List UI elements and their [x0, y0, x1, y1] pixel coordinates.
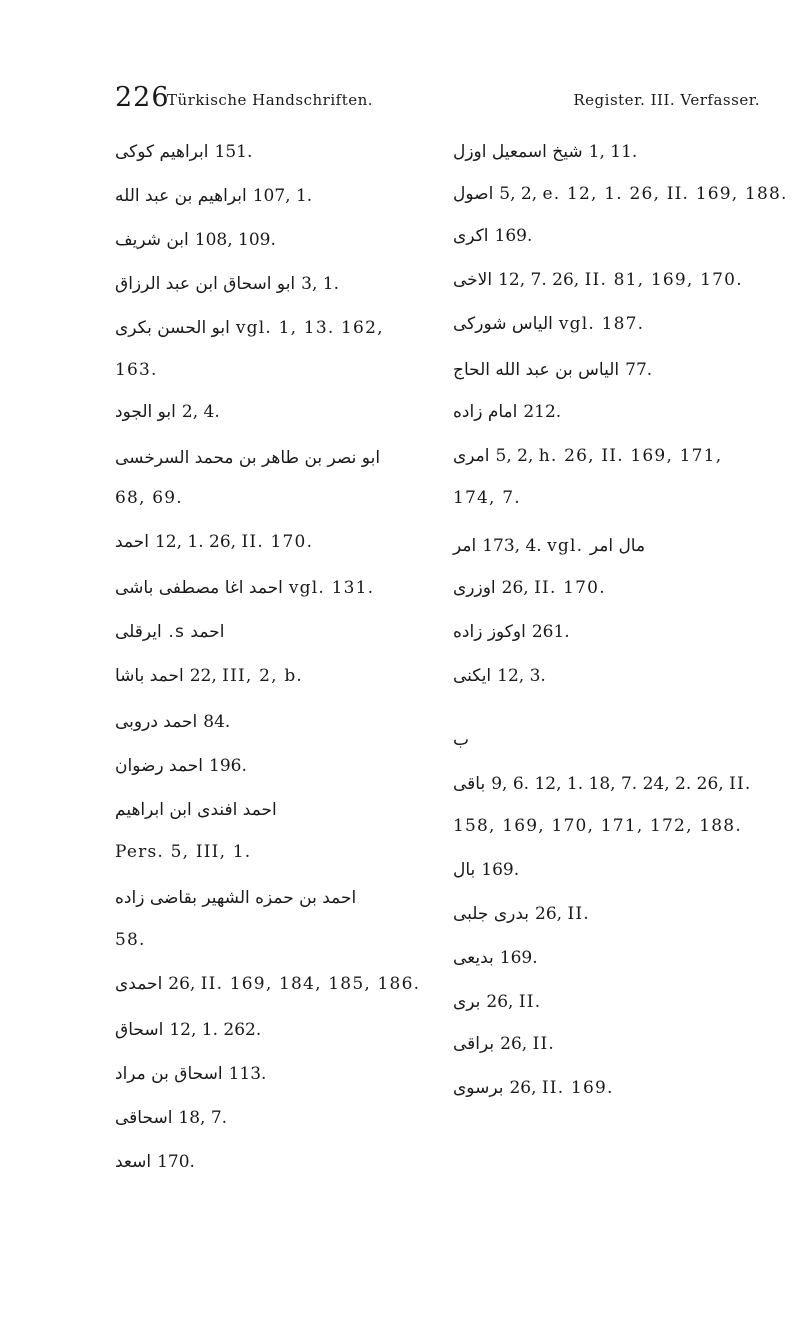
entry-name-arabic: ابراهيم كوكى: [115, 142, 209, 162]
index-entry: [115, 920, 435, 960]
entry-references: 3, 1.: [301, 274, 340, 294]
index-entry: [115, 392, 435, 432]
entry-references: 212.: [523, 402, 562, 422]
running-head-right: Register. III. Verfasser.: [573, 91, 760, 109]
index-entry: [115, 1098, 435, 1138]
entry-name-arabic: اسحاقى: [115, 1108, 173, 1128]
entry-references: 158, 169, 170, 171, 172, 188.: [453, 816, 742, 836]
entry-name-arabic: باقى: [453, 774, 486, 794]
entry-references: 151.: [214, 142, 253, 162]
entry-name-arabic: احمد باشا: [115, 666, 184, 686]
entry-name-arabic: اوزرى: [453, 578, 496, 598]
entry-references: 26, II.: [500, 1034, 556, 1054]
entry-name-arabic: احمدى: [115, 974, 163, 994]
index-entry: [453, 1024, 763, 1064]
entry-name-arabic: احمد دروبى: [115, 712, 198, 732]
entry-name-arabic: اسحاق بن مراد: [115, 1064, 223, 1084]
index-entry: [115, 746, 435, 786]
entry-name-arabic: ايكنى: [453, 666, 492, 686]
entry-name-arabic: ابو اسحاق ابن عبد الرزاق: [115, 274, 296, 294]
index-entry: [115, 478, 435, 518]
page-number: 226: [115, 82, 170, 113]
entry-references: 12, 7. 26, II. 81, 169, 170.: [498, 270, 743, 290]
entry-name-arabic: امام زاده: [453, 402, 518, 422]
entry-name-arabic: اوكوز زاده: [453, 622, 526, 642]
index-entry: [453, 436, 763, 476]
index-entry: [115, 612, 435, 652]
entry-name-arabic: احمد رضوان: [115, 756, 204, 776]
entry-name-arabic: برى: [453, 992, 481, 1012]
entry-references: 174, 7.: [453, 488, 521, 508]
index-entry: [115, 522, 435, 562]
entry-references: 58.: [115, 930, 146, 950]
entry-references: 261.: [531, 622, 570, 642]
entry-references: 77.: [625, 360, 653, 380]
index-entry: [115, 1010, 435, 1050]
index-entry: [453, 1068, 763, 1108]
entry-name-arabic: براقى: [453, 1034, 495, 1054]
entry-name-arabic: امرى: [453, 446, 490, 466]
index-entry: [115, 702, 435, 742]
entry-name-arabic: الياس شوركى: [453, 314, 553, 334]
entry-references: 12, 1. 26, II. 170.: [154, 532, 314, 552]
entry-name-arabic: اسحاق: [115, 1020, 164, 1040]
index-entry: [115, 964, 435, 1004]
entry-name-arabic: ابن شريف: [115, 230, 189, 250]
entry-name-arabic: ابو الجود: [115, 402, 176, 422]
entry-references: 170.: [157, 1152, 195, 1172]
index-entry: [453, 526, 763, 566]
entry-name-arabic: احمد: [115, 532, 149, 552]
entry-references: 1, 11.: [588, 142, 638, 162]
entry-references: 196.: [209, 756, 247, 776]
index-entry: [115, 1142, 435, 1182]
entry-references: 12, 3.: [497, 666, 546, 686]
index-entry: [115, 132, 435, 172]
index-entry: [115, 832, 435, 872]
running-head-left: Türkische Handschriften.: [167, 91, 374, 109]
entry-name-arabic: اسعد: [115, 1152, 152, 1172]
entry-name-arabic: برسوى: [453, 1078, 504, 1098]
entry-references: 169.: [481, 860, 520, 880]
index-entry: [115, 308, 435, 348]
index-entry: [115, 1054, 435, 1094]
entry-references: vgl. 187.: [558, 314, 645, 334]
entry-references: 113.: [228, 1064, 267, 1084]
index-entry: [115, 176, 435, 216]
index-entry: [115, 656, 435, 696]
entry-references: 12, 1. 262.: [169, 1020, 262, 1040]
index-entry: [453, 806, 763, 846]
entry-references: 2, 4.: [181, 402, 220, 422]
entry-references: 68, 69.: [115, 488, 183, 508]
index-entry: [453, 764, 763, 804]
index-entry: [453, 850, 763, 890]
index-entry: [453, 260, 763, 300]
entry-references: 108, 109.: [194, 230, 276, 250]
index-entry: [453, 132, 763, 172]
entry-references: 26, II. 169.: [509, 1078, 614, 1098]
index-entry: [115, 878, 435, 918]
entry-references: 169.: [499, 948, 538, 968]
entry-references: 107, 1.: [252, 186, 313, 206]
entry-name-arabic: احمد بن حمزه الشهير بقاضى زاده: [115, 888, 357, 908]
entry-name-arabic: الياس بن عبد الله الحاج: [453, 360, 620, 380]
entry-references: 26, II. 170.: [501, 578, 606, 598]
entry-name-arabic: احمد اغا مصطفى باشى: [115, 578, 283, 598]
entry-references: vgl. 131.: [288, 578, 375, 598]
entry-name-arabic: شيخ اسمعيل اوزل: [453, 142, 583, 162]
index-entry: [453, 304, 763, 344]
entry-references: 18, 7.: [178, 1108, 228, 1128]
index-entry: [453, 612, 763, 652]
entry-name-arabic: ابو الحسن بكرى: [115, 318, 230, 338]
entry-references: vgl. 1, 13. 162,: [235, 318, 384, 338]
index-entry: [115, 350, 435, 390]
entry-references: 26, II.: [486, 992, 542, 1012]
index-entry: [453, 894, 763, 934]
entry-name-arabic: الاخى: [453, 270, 493, 290]
entry-references: 5, 2, h. 26, II. 169, 171,: [495, 446, 723, 466]
index-entry: [453, 656, 763, 696]
entry-name-arabic: بدرى جلبى: [453, 904, 530, 924]
entry-name-arabic: احمد s. ايرقلى: [115, 622, 225, 642]
entry-references: 173, 4. vgl. مال امر: [482, 536, 646, 556]
entry-name-arabic: بال: [453, 860, 476, 880]
entry-references: 5, 2, e. 12, 1. 26, II. 169, 188.: [499, 184, 788, 204]
entry-name-arabic: احمد افندى ابن ابراهيم: [115, 800, 277, 820]
index-entry: [453, 478, 763, 518]
entry-references: 169.: [494, 226, 533, 246]
entry-name-arabic: بديعى: [453, 948, 494, 968]
entry-references: 22, III, 2, b.: [189, 666, 304, 686]
index-entry: [453, 568, 763, 608]
index-entry: [453, 938, 763, 978]
index-entry: [115, 220, 435, 260]
index-entry: [453, 982, 763, 1022]
index-entry: [115, 438, 435, 478]
index-entry: [453, 720, 763, 760]
entry-references: Pers. 5, III, 1.: [115, 842, 252, 862]
index-entry: [115, 790, 435, 830]
entry-name-arabic: امر: [453, 536, 477, 556]
entry-name-arabic: ب: [453, 730, 470, 750]
index-entry: [453, 392, 763, 432]
index-entry: [453, 216, 763, 256]
entry-name-arabic: اكرى: [453, 226, 489, 246]
index-entry: [115, 264, 435, 304]
entry-name-arabic: ابو نصر بن طاهر بن محمد السرخسى: [115, 448, 381, 468]
page-header: [115, 82, 760, 112]
entry-name-arabic: اصول: [453, 184, 494, 204]
entry-name-arabic: ابراهيم بن عبد الله: [115, 186, 247, 206]
index-entry: [115, 568, 435, 608]
entry-references: 84.: [203, 712, 231, 732]
entry-references: 163.: [115, 360, 158, 380]
index-entry: [453, 174, 788, 214]
entry-references: 26, II.: [535, 904, 590, 924]
index-entry: [453, 350, 763, 390]
entry-references: 26, II. 169, 184, 185, 186.: [168, 974, 421, 994]
entry-references: 9, 6. 12, 1. 18, 7. 24, 2. 26, II.: [491, 774, 752, 794]
